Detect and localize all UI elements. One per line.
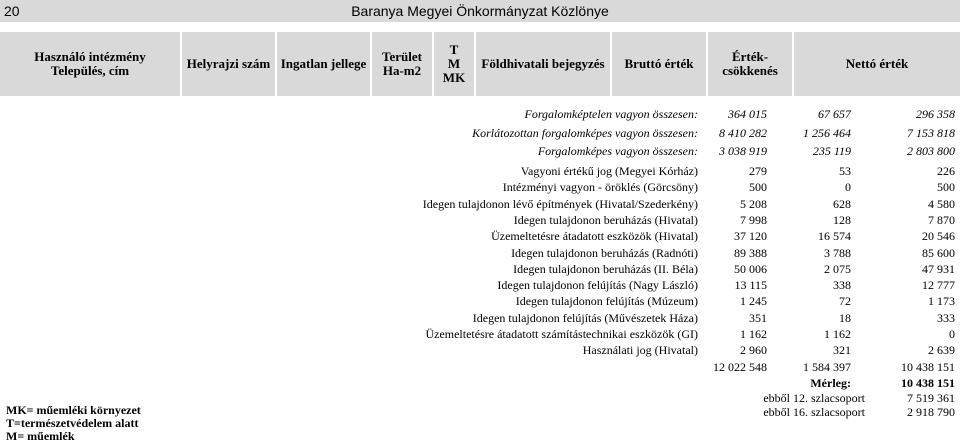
detail-label: Idegen tulajdonon lévő építmények (Hivatal/Szederkény) — [422, 196, 698, 211]
col-lot-number: Helyrajzi szám — [181, 32, 276, 96]
balance-row — [0, 376, 960, 390]
detail-net-value: 20 546 — [922, 229, 955, 244]
detail-net-value: 500 — [937, 180, 955, 195]
summary-row — [0, 144, 960, 158]
detail-label: Vagyoni értékű jog (Megyei Kórház) — [520, 164, 698, 178]
group16-row — [0, 405, 960, 419]
detail-gross-value: 7 998 — [740, 212, 767, 227]
detail-row — [0, 294, 960, 308]
detail-label: Idegen tulajdonon beruházás (II. Béla) — [513, 261, 698, 276]
col-user-institution: Használó intézmény Település, cím — [0, 32, 181, 96]
col-property-type: Ingatlan jellege — [276, 32, 371, 96]
detail-gross-value: 37 120 — [734, 229, 767, 244]
total-gross: 12 022 548 — [713, 360, 767, 374]
detail-gross-value: 1 162 — [740, 327, 767, 341]
detail-label: Idegen tulajdonon felújítás (Művészetek Háza) — [472, 310, 698, 325]
detail-row — [0, 197, 960, 211]
group16-label: ebből 16. szlacsoport — [763, 405, 865, 419]
detail-net-value: 47 931 — [922, 261, 955, 276]
detail-gross-value: 1 245 — [740, 294, 767, 309]
summary-depreciation-value: 1 256 464 — [803, 125, 851, 140]
detail-label: Használati jog (Hivatal) — [582, 343, 698, 358]
column-header-row — [0, 32, 960, 96]
detail-net-value: 226 — [937, 164, 955, 178]
detail-row — [0, 262, 960, 276]
detail-label: Idegen tulajdonon beruházás (Radnóti) — [511, 245, 698, 260]
summary-label: Korlátozottan forgalomképes vagyon összesen: — [472, 125, 698, 140]
detail-label: Üzemeltetésre átadatott eszközök (Hivatal) — [491, 229, 698, 244]
detail-depreciation-value: 0 — [845, 180, 851, 195]
detail-row — [0, 180, 960, 194]
detail-row — [0, 327, 960, 341]
detail-row — [0, 343, 960, 357]
detail-depreciation-value: 2 075 — [824, 261, 851, 276]
detail-gross-value: 50 006 — [734, 261, 767, 276]
col-area: Terület Ha-m2 — [371, 32, 433, 96]
detail-depreciation-value: 628 — [833, 196, 851, 211]
detail-row — [0, 229, 960, 243]
page-header — [0, 0, 960, 22]
group12-value: 7 519 361 — [907, 391, 955, 405]
summary-gross-value: 8 410 282 — [719, 125, 767, 140]
detail-row — [0, 311, 960, 325]
detail-gross-value: 13 115 — [734, 278, 767, 293]
detail-gross-value: 89 388 — [734, 245, 767, 260]
detail-net-value: 85 600 — [922, 245, 955, 260]
detail-row — [0, 164, 960, 178]
summary-net-value: 2 803 800 — [907, 144, 955, 158]
summary-net-value: 7 153 818 — [907, 125, 955, 140]
detail-row — [0, 213, 960, 227]
summary-row — [0, 107, 960, 121]
detail-net-value: 4 580 — [928, 196, 955, 211]
total-net: 10 438 151 — [901, 360, 955, 374]
summary-label: Forgalomképtelen vagyon összesen: — [524, 107, 698, 121]
legend-m: M= műemlék — [6, 429, 75, 443]
summary-label: Forgalomképes vagyon összesen: — [537, 144, 698, 158]
detail-net-value: 7 870 — [928, 212, 955, 227]
detail-depreciation-value: 321 — [833, 343, 851, 358]
col-depreciation: Érték- csökkenés — [707, 32, 793, 96]
detail-depreciation-value: 128 — [833, 212, 851, 227]
summary-depreciation-value: 235 119 — [812, 144, 851, 158]
detail-row — [0, 246, 960, 260]
balance-label: Mérleg: — [810, 376, 851, 390]
detail-depreciation-value: 338 — [833, 278, 851, 293]
detail-gross-value: 279 — [749, 164, 767, 178]
col-protection: T M MK — [433, 32, 475, 96]
detail-depreciation-value: 3 788 — [824, 245, 851, 260]
detail-depreciation-value: 18 — [839, 310, 851, 325]
totals-row — [0, 360, 960, 374]
detail-depreciation-value: 72 — [839, 294, 851, 309]
col-land-registry: Földhivatali bejegyzés — [475, 32, 611, 96]
detail-gross-value: 2 960 — [740, 343, 767, 358]
legend — [6, 404, 141, 443]
col-net-value: Nettó érték — [793, 32, 960, 96]
detail-label: Idegen tulajdonon beruházás (Hivatal) — [513, 212, 698, 227]
summary-row — [0, 126, 960, 140]
balance-value: 10 438 151 — [901, 376, 955, 390]
legend-mk: MK= műemléki környezet — [6, 403, 141, 417]
detail-label: Intézményi vagyon - öröklés (Görcsöny) — [502, 180, 698, 195]
summary-net-value: 296 358 — [916, 107, 955, 121]
group12-label: ebből 12. szlacsoport — [763, 391, 865, 405]
detail-net-value: 2 639 — [928, 343, 955, 358]
group16-value: 2 918 790 — [907, 405, 955, 419]
detail-label: Üzemeltetésre átadatott számítástechnikai eszközök (GI) — [425, 327, 698, 341]
detail-net-value: 1 173 — [928, 294, 955, 309]
publication-title: Baranya Megyei Önkormányzat Közlönye — [351, 3, 609, 19]
detail-net-value: 0 — [949, 327, 955, 341]
summary-gross-value: 3 038 919 — [719, 144, 767, 158]
detail-gross-value: 351 — [749, 310, 767, 325]
detail-label: Idegen tulajdonon felújítás (Nagy László) — [497, 278, 698, 293]
detail-depreciation-value: 1 162 — [824, 327, 851, 341]
summary-gross-value: 364 015 — [728, 107, 767, 121]
detail-row — [0, 278, 960, 292]
col-gross-value: Bruttó érték — [611, 32, 707, 96]
summary-depreciation-value: 67 657 — [818, 107, 851, 121]
total-depreciation: 1 584 397 — [803, 360, 851, 374]
detail-label: Idegen tulajdonon felújítás (Múzeum) — [515, 294, 698, 309]
detail-depreciation-value: 53 — [839, 164, 851, 178]
group12-row — [0, 391, 960, 405]
detail-net-value: 12 777 — [922, 278, 955, 293]
detail-gross-value: 5 208 — [740, 196, 767, 211]
page-number: 20 — [4, 3, 20, 19]
legend-t: T=természetvédelem alatt — [6, 416, 139, 430]
detail-net-value: 333 — [937, 310, 955, 325]
detail-gross-value: 500 — [749, 180, 767, 195]
detail-depreciation-value: 16 574 — [818, 229, 851, 244]
